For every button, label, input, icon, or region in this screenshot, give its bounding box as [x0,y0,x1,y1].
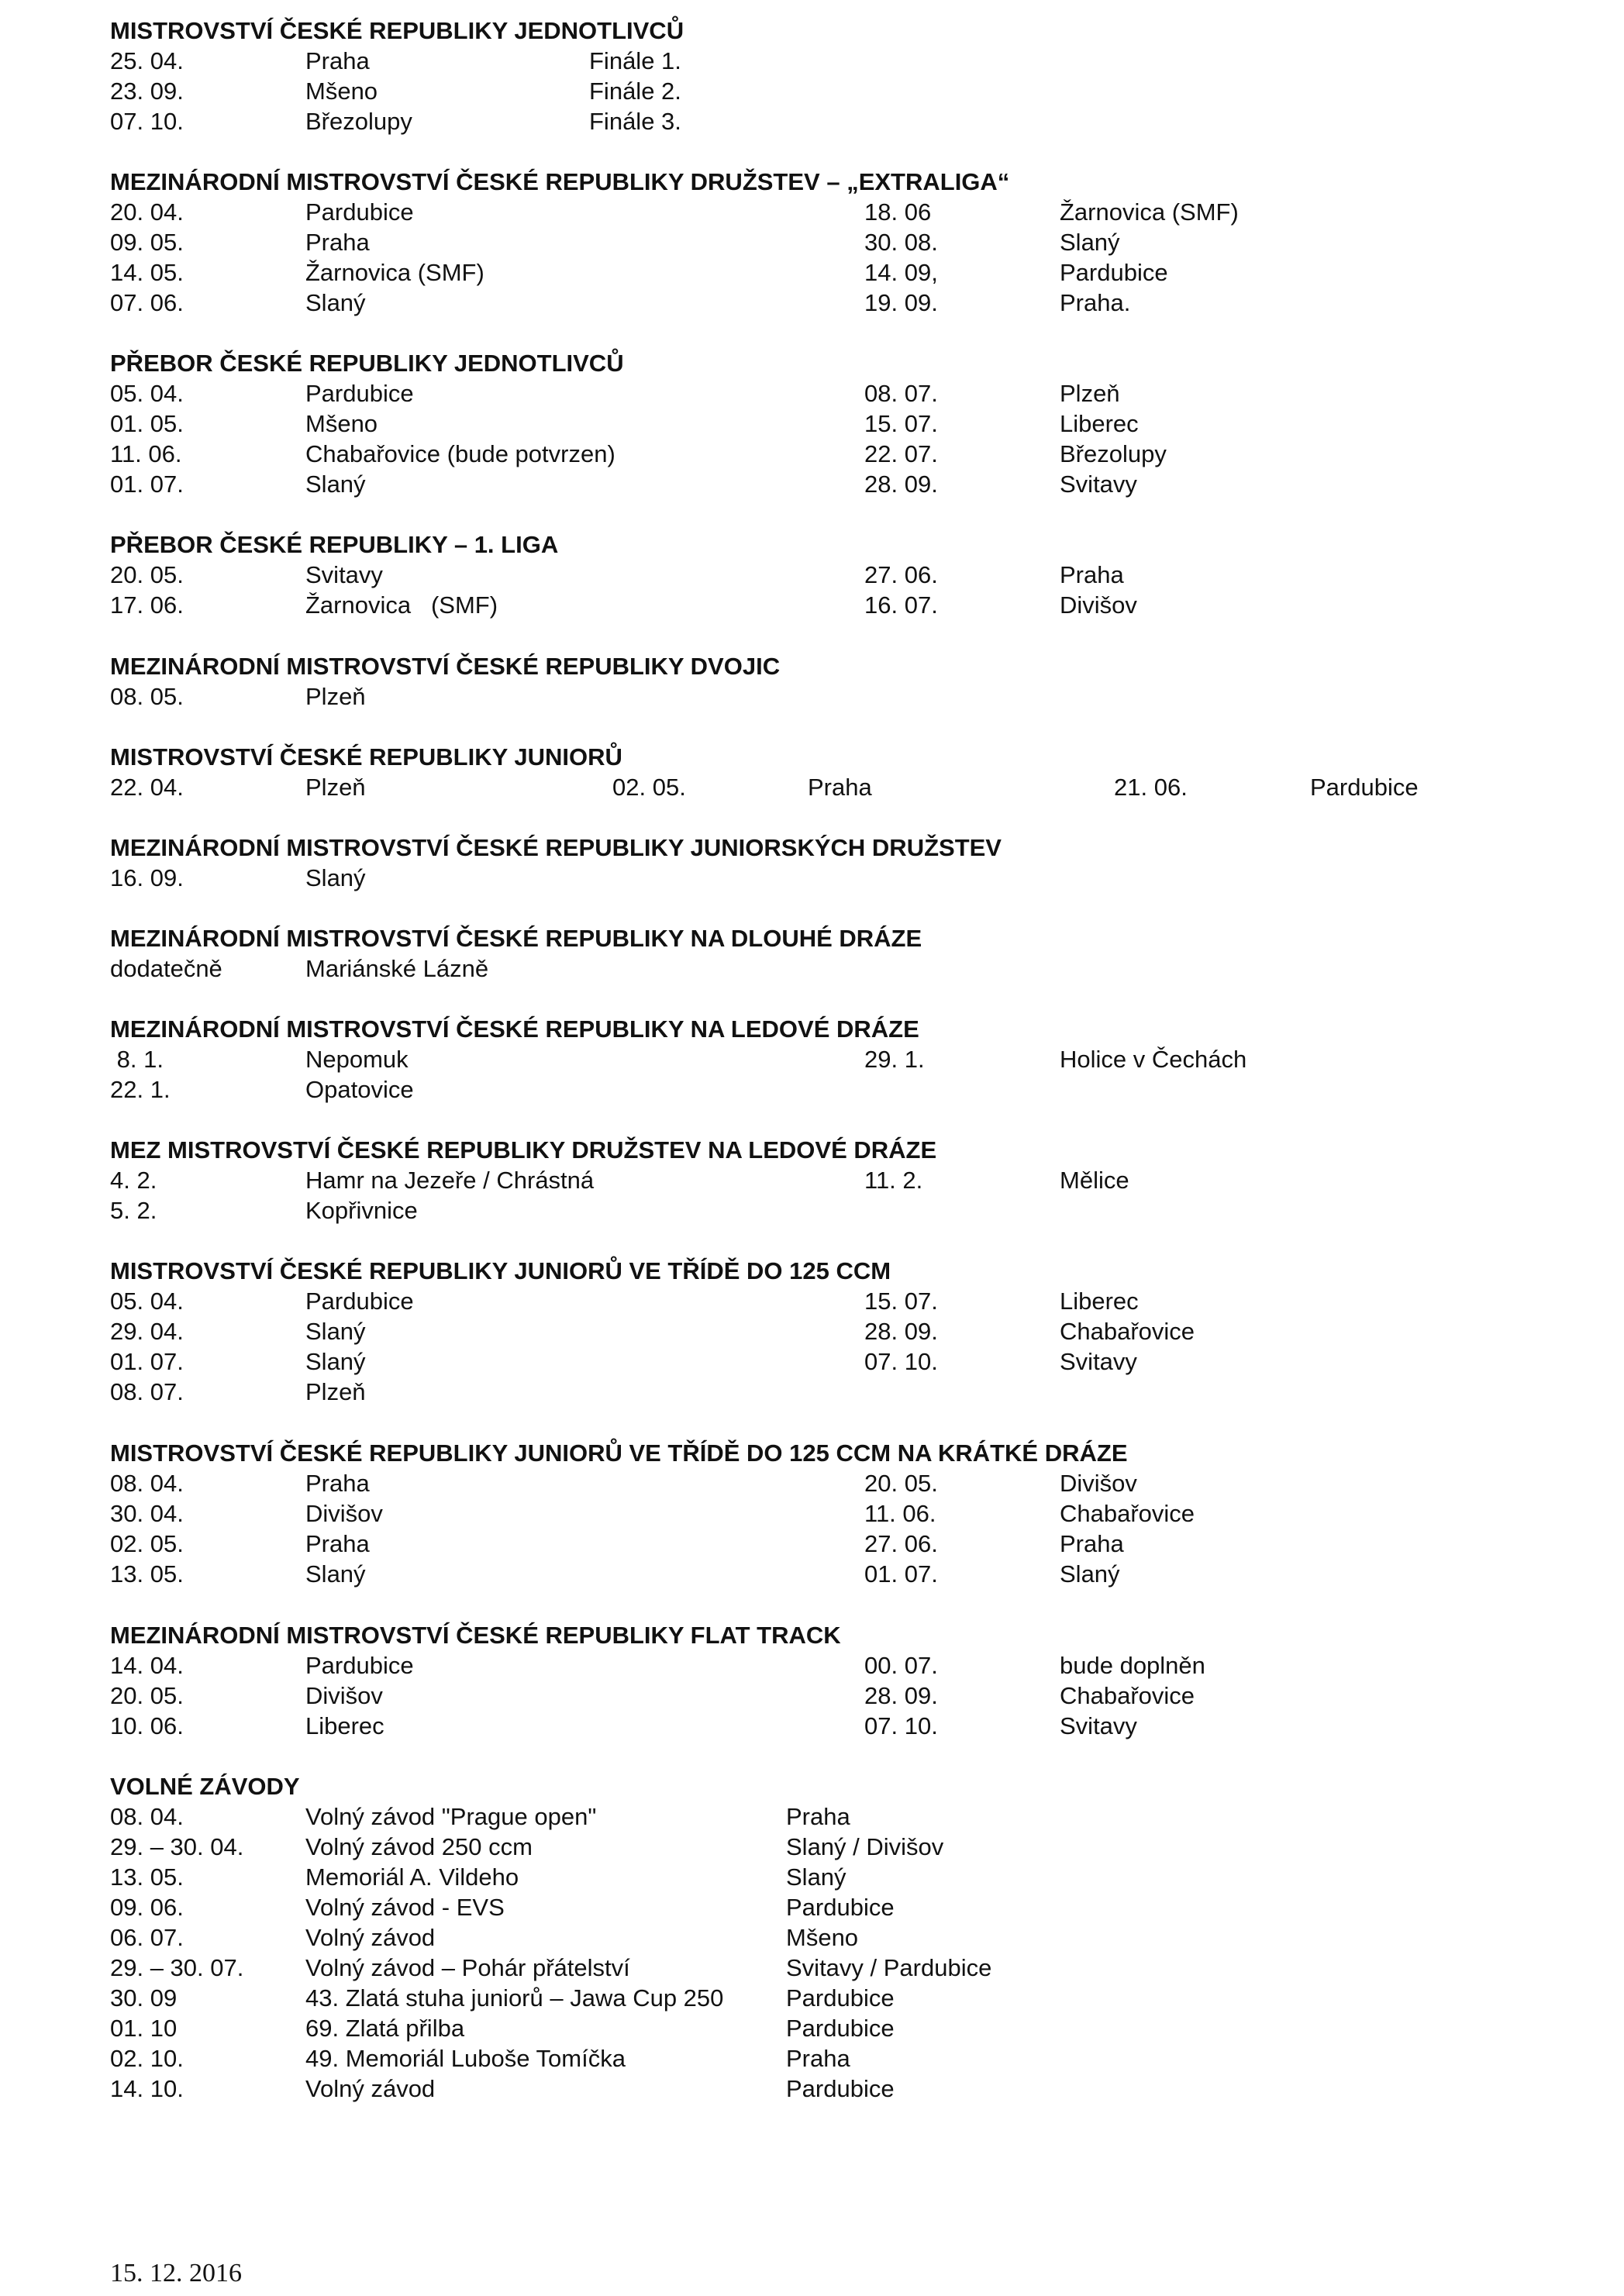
cell-place2: Liberec [1060,410,1139,437]
cell-place2: Slaný [1060,229,1120,256]
cell-date: 30. 09 [110,1984,178,2012]
cell-date2: 01. 07. [864,1560,938,1588]
cell-place: Opatovice [305,1076,414,1103]
cell-date: 11. 06. [110,440,182,467]
cell-date: 01. 05. [110,410,184,437]
cell-venue: Pardubice [786,1984,895,2012]
cell-event: 49. Memoriál Luboše Tomíčka [305,2045,626,2072]
cell-place2: Plzeň [1060,380,1120,407]
cell-place: Divišov [305,1500,383,1527]
section-title: PŘEBOR ČESKÉ REPUBLIKY JEDNOTLIVCŮ [110,350,624,377]
cell-date: 16. 09. [110,864,184,891]
section-title: MEZINÁRODNÍ MISTROVSTVÍ ČESKÉ REPUBLIKY NA DLOUHÉ DRÁZE [110,925,922,952]
cell-date2: 07. 10. [864,1348,938,1375]
cell-place: Slaný [305,289,366,316]
cell-venue: Pardubice [786,2015,895,2042]
cell-place: Slaný [305,1560,366,1588]
cell-date: 20. 05. [110,561,184,588]
cell-date: 17. 06. [110,591,184,619]
cell-venue: Praha [786,2045,850,2072]
section-title: MEZINÁRODNÍ MISTROVSTVÍ ČESKÉ REPUBLIKY DVOJIC [110,653,781,680]
cell-date2: 30. 08. [864,229,938,256]
cell-date: 02. 10. [110,2045,184,2072]
cell-date: 20. 04. [110,198,184,226]
cell-date: 01. 07. [110,471,184,498]
cell-date2: 14. 09, [864,259,938,286]
cell-date: 29. 04. [110,1318,184,1345]
cell-place: Pardubice [305,380,414,407]
cell-place: Praha [305,1470,370,1497]
section-title: MISTROVSTVÍ ČESKÉ REPUBLIKY JUNIORŮ VE TŘÍDĚ DO 125 CCM [110,1257,891,1284]
cell-event: Volný závod "Prague open" [305,1803,597,1830]
cell-place: Mšeno [305,410,378,437]
cell-place2: Mělice [1060,1167,1129,1194]
section-title: MISTROVSTVÍ ČESKÉ REPUBLIKY JEDNOTLIVCŮ [110,17,684,44]
cell-date: dodatečně [110,955,222,982]
cell-event: 69. Zlatá přilba [305,2015,465,2042]
cell-place: Slaný [305,1348,366,1375]
cell-place2: Liberec [1060,1288,1139,1315]
cell-place2: Svitavy [1060,1712,1137,1739]
cell-date: 08. 05. [110,683,184,710]
cell-date2: 28. 09. [864,1318,938,1345]
cell-date2: 18. 06 [864,198,932,226]
cell-place3: Pardubice [1310,774,1419,801]
cell-date3: 21. 06. [1114,774,1188,801]
cell-date: 5. 2. [110,1197,157,1224]
cell-date2: 00. 07. [864,1652,938,1679]
cell-date: 29. – 30. 04. [110,1833,244,1860]
cell-date: 05. 04. [110,380,184,407]
cell-date2: 19. 09. [864,289,938,316]
cell-note: Finále 3. [589,108,681,135]
cell-place2: Svitavy [1060,1348,1137,1375]
cell-date2: 07. 10. [864,1712,938,1739]
cell-place2: Praha [1060,1530,1124,1557]
section-title: MEZINÁRODNÍ MISTROVSTVÍ ČESKÉ REPUBLIKY JUNIORSKÝCH DRUŽSTEV [110,834,1002,861]
cell-date: 14. 10. [110,2075,184,2102]
cell-place: Březolupy [305,108,412,135]
cell-place2: Chabařovice [1060,1682,1195,1709]
cell-date2: 02. 05. [612,774,686,801]
cell-place2: Slaný [1060,1560,1120,1588]
cell-date2: 20. 05. [864,1470,938,1497]
cell-place: Pardubice [305,1652,414,1679]
cell-date: 8. 1. [110,1046,164,1073]
document-date: 15. 12. 2016 [110,2259,242,2287]
cell-place2: Žarnovica (SMF) [1060,198,1239,226]
cell-place: Mariánské Lázně [305,955,489,982]
cell-place: Liberec [305,1712,384,1739]
cell-date: 09. 06. [110,1894,184,1921]
cell-date: 08. 04. [110,1803,184,1830]
cell-place2: Divišov [1060,1470,1137,1497]
section-title: MEZINÁRODNÍ MISTROVSTVÍ ČESKÉ REPUBLIKY FLAT TRACK [110,1622,841,1649]
section-title: MISTROVSTVÍ ČESKÉ REPUBLIKY JUNIORŮ [110,743,622,771]
cell-date2: 15. 07. [864,1288,938,1315]
cell-event: Volný závod - EVS [305,1894,505,1921]
cell-date: 10. 06. [110,1712,184,1739]
cell-event: Volný závod [305,1924,436,1951]
cell-date: 13. 05. [110,1863,184,1891]
cell-event: Volný závod [305,2075,436,2102]
section-title: MEZINÁRODNÍ MISTROVSTVÍ ČESKÉ REPUBLIKY NA LEDOVÉ DRÁZE [110,1015,919,1043]
cell-date2: 22. 07. [864,440,938,467]
cell-venue: Pardubice [786,2075,895,2102]
section-title: VOLNÉ ZÁVODY [110,1773,300,1800]
cell-place: Slaný [305,1318,366,1345]
cell-date2: 27. 06. [864,1530,938,1557]
cell-place: Praha [305,47,370,74]
cell-date2: 11. 2. [864,1167,923,1194]
cell-date2: 15. 07. [864,410,938,437]
cell-place2: bude doplněn [1060,1652,1205,1679]
cell-date: 08. 04. [110,1470,184,1497]
cell-venue: Slaný [786,1863,846,1891]
cell-venue: Svitavy / Pardubice [786,1954,992,1981]
cell-place2: Praha [1060,561,1124,588]
cell-place2: Březolupy [1060,440,1167,467]
cell-place: Kopřivnice [305,1197,418,1224]
cell-venue: Mšeno [786,1924,859,1951]
cell-date: 02. 05. [110,1530,184,1557]
cell-date2: 11. 06. [864,1500,936,1527]
cell-place: Mšeno [305,78,378,105]
cell-place: Chabařovice (bude potvrzen) [305,440,615,467]
cell-date: 06. 07. [110,1924,184,1951]
cell-date: 05. 04. [110,1288,184,1315]
cell-place: Pardubice [305,1288,414,1315]
cell-place: Slaný [305,471,366,498]
cell-place: Pardubice [305,198,414,226]
cell-date2: 28. 09. [864,1682,938,1709]
cell-place2: Svitavy [1060,471,1137,498]
cell-date: 29. – 30. 07. [110,1954,244,1981]
cell-place: Plzeň [305,774,366,801]
cell-place2: Holice v Čechách [1060,1046,1247,1073]
cell-date: 22. 04. [110,774,184,801]
cell-date2: 28. 09. [864,471,938,498]
cell-date2: 08. 07. [864,380,938,407]
cell-event: Volný závod 250 ccm [305,1833,533,1860]
cell-date: 25. 04. [110,47,184,74]
cell-venue: Pardubice [786,1894,895,1921]
cell-event: Volný závod – Pohár přátelství [305,1954,630,1981]
cell-date: 07. 10. [110,108,184,135]
cell-place: Praha [305,229,370,256]
cell-place: Slaný [305,864,366,891]
cell-date2: 16. 07. [864,591,938,619]
cell-date: 22. 1. [110,1076,171,1103]
cell-venue: Praha [786,1803,850,1830]
section-title: MEZINÁRODNÍ MISTROVSTVÍ ČESKÉ REPUBLIKY DRUŽSTEV – „EXTRALIGA“ [110,168,1010,195]
cell-place2: Praha. [1060,289,1131,316]
cell-place2: Chabařovice [1060,1500,1195,1527]
cell-place: Praha [305,1530,370,1557]
cell-note: Finále 1. [589,47,681,74]
cell-date: 01. 10 [110,2015,178,2042]
cell-date: 13. 05. [110,1560,184,1588]
cell-date: 01. 07. [110,1348,184,1375]
section-title: MEZ MISTROVSTVÍ ČESKÉ REPUBLIKY DRUŽSTEV NA LEDOVÉ DRÁZE [110,1136,937,1164]
cell-place: Hamr na Jezeře / Chrástná [305,1167,595,1194]
cell-date: 09. 05. [110,229,184,256]
cell-place2: Praha [808,774,872,801]
cell-date: 20. 05. [110,1682,184,1709]
cell-date2: 29. 1. [864,1046,925,1073]
cell-date2: 27. 06. [864,561,938,588]
cell-date: 08. 07. [110,1378,184,1405]
cell-place: Svitavy [305,561,383,588]
cell-date: 4. 2. [110,1167,157,1194]
cell-place2: Chabařovice [1060,1318,1195,1345]
section-title: MISTROVSTVÍ ČESKÉ REPUBLIKY JUNIORŮ VE TŘÍDĚ DO 125 CCM NA KRÁTKÉ DRÁZE [110,1439,1128,1467]
cell-note: Finále 2. [589,78,681,105]
cell-venue: Slaný / Divišov [786,1833,944,1860]
cell-place: Nepomuk [305,1046,409,1073]
cell-place: Plzeň [305,1378,366,1405]
cell-date: 14. 04. [110,1652,184,1679]
cell-date: 30. 04. [110,1500,184,1527]
cell-date: 14. 05. [110,259,184,286]
cell-event: Memoriál A. Vildeho [305,1863,519,1891]
cell-date: 07. 06. [110,289,184,316]
cell-place: Divišov [305,1682,383,1709]
cell-place: Žarnovica (SMF) [305,259,484,286]
cell-place2: Pardubice [1060,259,1168,286]
cell-place: Žarnovica (SMF) [305,591,498,619]
cell-place: Plzeň [305,683,366,710]
cell-date: 23. 09. [110,78,184,105]
section-title: PŘEBOR ČESKÉ REPUBLIKY – 1. LIGA [110,531,559,558]
cell-place2: Divišov [1060,591,1137,619]
cell-event: 43. Zlatá stuha juniorů – Jawa Cup 250 [305,1984,724,2012]
